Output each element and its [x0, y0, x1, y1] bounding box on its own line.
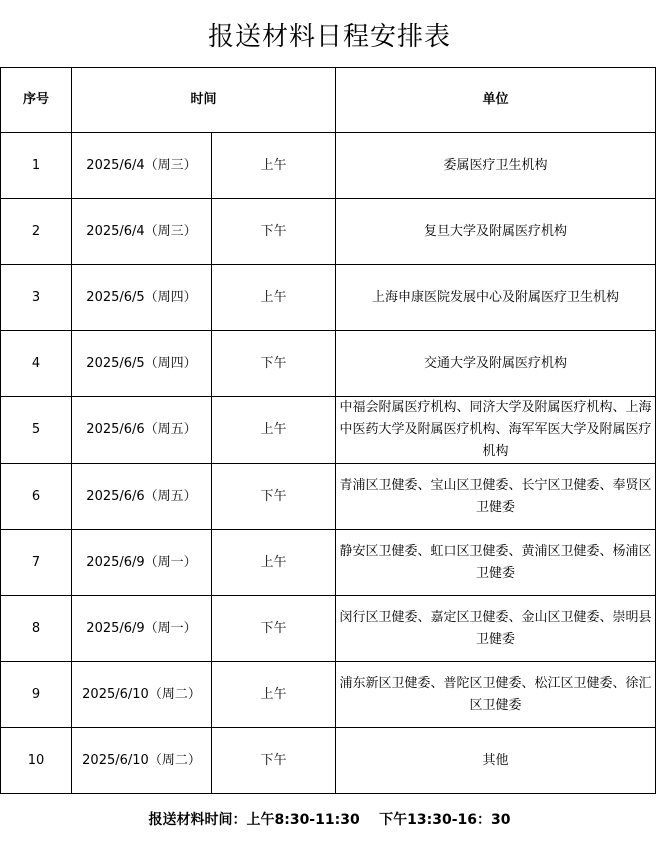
row-date-cell: 2025/6/4（周三） [72, 133, 212, 199]
row-unit-cell: 浦东新区卫健委、普陀区卫健委、松江区卫健委、徐汇区卫健委 [336, 662, 656, 728]
table-row [1, 265, 656, 331]
row-period-cell: 下午 [212, 596, 336, 662]
submission-time-note [0, 805, 659, 835]
row-period-cell: 下午 [212, 464, 336, 530]
row-unit-cell: 青浦区卫健委、宝山区卫健委、长宁区卫健委、奉贤区卫健委 [336, 464, 656, 530]
table-row [1, 662, 656, 728]
row-no-cell: 7 [1, 530, 72, 596]
row-date-cell: 2025/6/4（周三） [72, 199, 212, 265]
table-row [1, 199, 656, 265]
row-period-cell: 上午 [212, 265, 336, 331]
row-date-cell: 2025/6/9（周一） [72, 596, 212, 662]
row-unit-cell: 中福会附属医疗机构、同济大学及附属医疗机构、上海中医药大学及附属医疗机构、海军军医大学及附属医疗机构 [336, 397, 656, 464]
row-date-cell: 2025/6/5（周四） [72, 265, 212, 331]
row-unit-cell: 其他 [336, 728, 656, 794]
row-period-cell: 上午 [212, 530, 336, 596]
table-row [1, 728, 656, 794]
row-date-cell: 2025/6/6（周五） [72, 397, 212, 464]
row-no-cell: 6 [1, 464, 72, 530]
page-title: 报送材料日程安排表 [207, 21, 451, 52]
row-unit-cell: 闵行区卫健委、嘉定区卫健委、金山区卫健委、崇明县卫健委 [336, 596, 656, 662]
row-date-cell: 2025/6/5（周四） [72, 331, 212, 397]
row-no-cell: 5 [1, 397, 72, 464]
row-no-cell: 2 [1, 199, 72, 265]
header-no: 序号 [1, 68, 72, 133]
row-date-cell: 2025/6/6（周五） [72, 464, 212, 530]
table-body [1, 133, 656, 794]
header-unit: 单位 [336, 68, 656, 133]
table-row [1, 464, 656, 530]
row-date-cell: 2025/6/10（周二） [72, 728, 212, 794]
row-period-cell: 上午 [212, 397, 336, 464]
row-period-cell: 上午 [212, 133, 336, 199]
row-no-cell: 10 [1, 728, 72, 794]
table-row [1, 596, 656, 662]
submission-time-text: 报送材料时间：上午8:30-11:30 下午13:30-16：30 [148, 812, 511, 828]
row-date-cell: 2025/6/10（周二） [72, 662, 212, 728]
table-header-row [1, 68, 656, 133]
row-unit-cell: 交通大学及附属医疗机构 [336, 331, 656, 397]
row-no-cell: 9 [1, 662, 72, 728]
row-unit-cell: 上海申康医院发展中心及附属医疗卫生机构 [336, 265, 656, 331]
row-unit-cell: 委属医疗卫生机构 [336, 133, 656, 199]
row-no-cell: 3 [1, 265, 72, 331]
row-period-cell: 下午 [212, 199, 336, 265]
row-period-cell: 上午 [212, 662, 336, 728]
table-row [1, 133, 656, 199]
row-period-cell: 下午 [212, 728, 336, 794]
table-row [1, 530, 656, 596]
row-unit-cell: 复旦大学及附属医疗机构 [336, 199, 656, 265]
row-date-cell: 2025/6/9（周一） [72, 530, 212, 596]
table-row [1, 331, 656, 397]
row-no-cell: 1 [1, 133, 72, 199]
row-unit-cell: 静安区卫健委、虹口区卫健委、黄浦区卫健委、杨浦区卫健委 [336, 530, 656, 596]
header-time: 时间 [72, 68, 336, 133]
row-period-cell: 下午 [212, 331, 336, 397]
schedule-table [0, 67, 656, 794]
row-no-cell: 8 [1, 596, 72, 662]
row-no-cell: 4 [1, 331, 72, 397]
table-row [1, 397, 656, 464]
